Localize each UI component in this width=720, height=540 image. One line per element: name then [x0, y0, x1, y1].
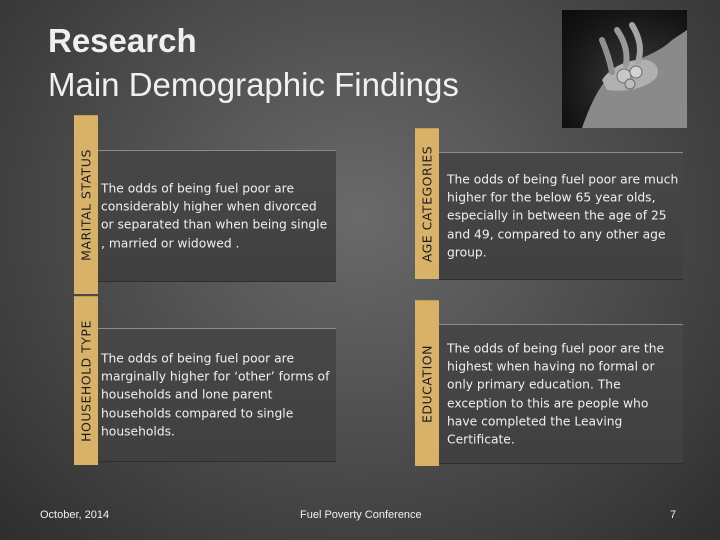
footer-date: October, 2014	[40, 509, 110, 521]
household-type-label: HOUSEHOLD TYPE	[78, 320, 94, 442]
hand-holding-coins-photo	[562, 10, 687, 128]
marital-status-text: The odds of being fuel poor are considerably higher when divorced or separated than when being single , married or widowed .	[101, 181, 328, 251]
marital-status-panel	[98, 150, 336, 282]
household-type-panel	[98, 328, 336, 462]
education-panel	[439, 324, 683, 464]
household-type-tab	[74, 296, 98, 465]
footer-event: Fuel Poverty Conference	[300, 509, 422, 521]
age-categories-label: AGE CATEGORIES	[419, 145, 435, 263]
marital-status-tab	[74, 115, 98, 294]
household-type-text: The odds of being fuel poor are marginally higher for ‘other’ forms of households and lone parent households compared to single households.	[101, 351, 330, 439]
age-categories-tab	[415, 128, 439, 279]
education-text: The odds of being fuel poor are the highest when having no formal or only primary education. The exception to this are people who have completed the Leaving Certificate.	[447, 341, 665, 447]
marital-status-label: MARITAL STATUS	[78, 149, 94, 261]
slide-title: Research	[48, 22, 197, 59]
page-number: 7	[670, 509, 677, 521]
education-label: EDUCATION	[419, 344, 435, 423]
age-categories-panel	[439, 152, 683, 280]
slide-subtitle: Main Demographic Findings	[48, 66, 459, 103]
education-tab	[415, 300, 439, 466]
age-categories-text: The odds of being fuel poor are much higher for the below 65 year olds, especially in between the age of 25 and 49, compared to any other age group.	[447, 172, 679, 260]
